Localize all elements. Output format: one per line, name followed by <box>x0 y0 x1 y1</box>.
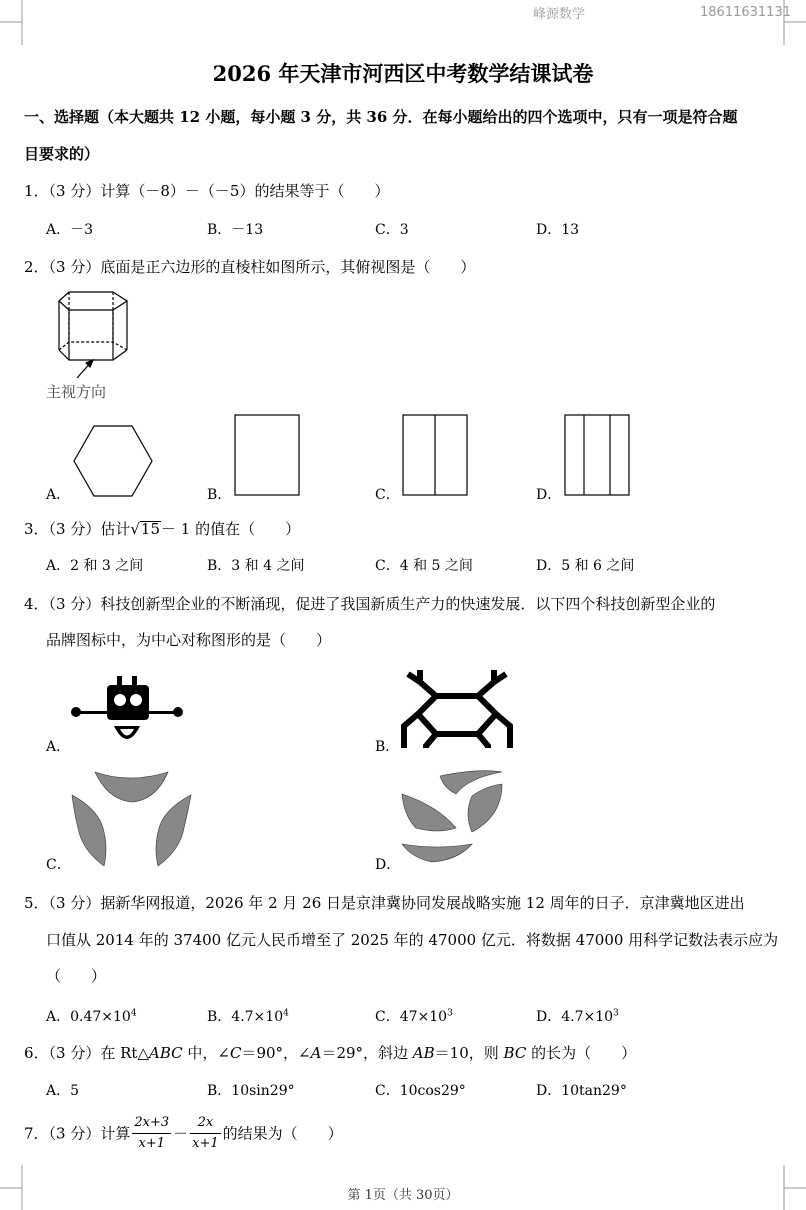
q6-option-d: D．10tan29° <box>536 1083 627 1099</box>
q1-option-d: D．13 <box>536 222 580 238</box>
q6-angle-a: A <box>310 1044 322 1062</box>
q6-part5: ＝10，则 <box>434 1044 504 1062</box>
q3-radicand: 15 <box>140 520 161 538</box>
q2-stem: 2．（3 分）底面是正六边形的直棱柱如图所示，其俯视图是（ ） <box>24 258 476 276</box>
q7-numerator-1: 2x+3 <box>132 1113 171 1134</box>
q5-option-c-base: C．47×10 <box>375 1009 448 1025</box>
q4-stem-line1: 4．（3 分）科技创新型企业的不断涌现，促进了我国新质生产力的快速发展．以下四个科技创新型企业的 <box>24 595 716 613</box>
q5-option-a-exp: 4 <box>130 1008 137 1019</box>
q3-stem-prefix: 3．（3 分）估计 <box>24 520 131 538</box>
view-direction-caption: 主视方向 <box>46 383 107 401</box>
option-a-hexagon <box>70 420 160 500</box>
q1-stem: 1．（3 分）计算（－8）－（－5）的结果等于（ ） <box>24 182 390 200</box>
q6-part3: ＝90°，∠ <box>241 1044 311 1062</box>
q1-option-c: C．3 <box>375 222 409 238</box>
page-footer: 第 1页（共 30页） <box>347 1188 459 1203</box>
q6-side-ab: AB <box>412 1044 435 1062</box>
q5-option-b-exp: 4 <box>283 1008 289 1019</box>
q5-option-c <box>375 1006 453 1026</box>
q6-part6: 的长为（ ） <box>526 1044 637 1062</box>
q6-part1: 6．（3 分）在 Rt△ <box>24 1044 149 1062</box>
robot-logo <box>70 672 188 752</box>
q6-triangle-name: ABC <box>148 1044 183 1062</box>
q6-stem <box>24 1042 636 1063</box>
q7-suffix: 的结果为（ ） <box>222 1124 343 1143</box>
q5-stem-line1: 5．（3 分）据新华网报道，2026 年 2 月 26 日是京津冀协同发展战略实施 12 周年的日子．京津冀地区进出 <box>24 894 745 912</box>
q5-option-d <box>536 1006 619 1026</box>
q5-option-a <box>46 1006 137 1026</box>
header-phone: 18611631131 <box>700 5 791 20</box>
q3-stem-suffix: － 1 的值在（ ） <box>161 520 301 538</box>
option-d-rectangle-two-lines <box>560 410 635 500</box>
q7-denominator-2: x+1 <box>192 1136 219 1151</box>
q6-side-bc: BC <box>503 1044 527 1062</box>
q4-option-b: B． <box>375 739 400 755</box>
q3-option-a: A．2 和 3 之间 <box>46 558 144 574</box>
section-heading-line1: 一、选择题（本大题共 12 小题，每小题 3 分，共 36 分．在每小题给出的四个选项中，只有一项是符合题 <box>24 108 738 126</box>
q3-stem: 3．（3 分）估计√15－ 1 的值在（ ） <box>24 520 301 538</box>
option-c-rectangle-one-line <box>398 410 473 500</box>
q4-option-c: C． <box>46 857 71 873</box>
q7-fraction-1 <box>132 1113 171 1154</box>
q3-option-b: B．3 和 4 之间 <box>207 558 305 574</box>
q6-option-b: B．10sin29° <box>207 1083 295 1099</box>
q7-prefix: 7．（3 分）计算 <box>24 1124 131 1143</box>
q7-minus: － <box>173 1124 189 1143</box>
option-b-rectangle <box>230 410 305 500</box>
q6-angle-c: C <box>229 1044 242 1062</box>
crab-logo <box>398 656 516 751</box>
q2-option-b: B． <box>207 487 232 503</box>
section-heading-line2: 目要求的） <box>24 145 100 163</box>
q6-part4: ＝29°，斜边 <box>321 1044 413 1062</box>
header-brand: 峰源数学 <box>533 7 586 22</box>
q2-option-c: C． <box>375 487 400 503</box>
q5-option-b-base: B．4.7×10 <box>207 1009 284 1025</box>
q3-option-d: D．5 和 6 之间 <box>536 558 635 574</box>
q3-option-c: C．4 和 5 之间 <box>375 558 473 574</box>
q5-option-d-exp: 3 <box>613 1008 619 1019</box>
q5-stem-line3: （ ） <box>46 967 107 985</box>
q7-fraction-2 <box>190 1113 221 1154</box>
q7-numerator-2: 2x <box>190 1113 221 1134</box>
q5-option-a-base: A．0.47×10 <box>46 1009 131 1025</box>
q2-option-d: D． <box>536 487 562 503</box>
q4-stem-line2: 品牌图标中，为中心对称图形的是（ ） <box>46 631 332 649</box>
q5-option-b <box>207 1006 289 1026</box>
q5-option-d-base: D．4.7×10 <box>536 1009 614 1025</box>
three-arc-logo <box>70 770 195 870</box>
page-title: 2026 年天津市河西区中考数学结课试卷 <box>212 61 594 86</box>
q1-option-a: A．－3 <box>46 222 94 238</box>
swirl-logo <box>398 766 508 866</box>
q7-stem <box>24 1113 343 1154</box>
q6-option-a: A．5 <box>46 1083 80 1099</box>
q4-option-a: A． <box>46 739 71 755</box>
hexagonal-prism-figure <box>55 288 140 383</box>
corner-mark-top-left <box>0 0 30 50</box>
q6-part2: 中，∠ <box>182 1044 230 1062</box>
q7-denominator-1: x+1 <box>138 1136 165 1151</box>
q6-option-c: C．10cos29° <box>375 1083 466 1099</box>
q2-option-a: A． <box>46 487 71 503</box>
q5-stem-line2: 口值从 2014 年的 37400 亿元人民币增至了 2025 年的 47000 亿元．将数据 47000 用科学记数法表示应为 <box>46 931 779 949</box>
q5-option-c-exp: 3 <box>447 1008 453 1019</box>
q4-option-d: D． <box>375 857 401 873</box>
q1-option-b: B．－13 <box>207 222 264 238</box>
